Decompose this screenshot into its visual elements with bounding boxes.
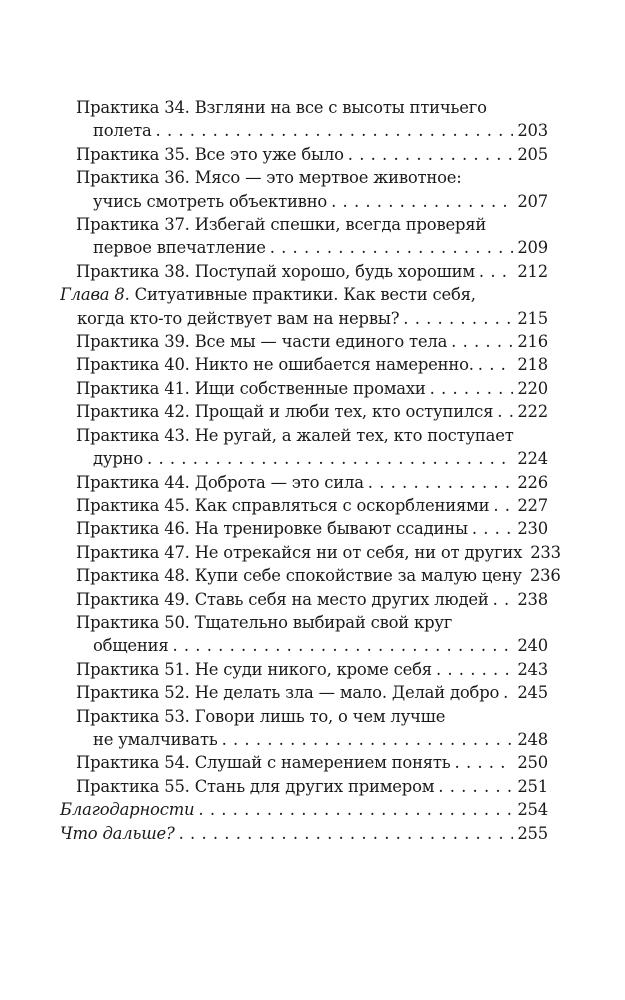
toc-entry-last-line [76,564,561,587]
page-number: 215 [517,308,548,328]
toc-entry-text: Практика 47. Не отрекайся ни от себя, ни от других [76,542,523,562]
dot-leader [270,236,514,259]
toc-entry-title [93,447,143,470]
toc-entry-title [76,494,489,517]
toc-entry-text: Практика 46. На тренировке бывают ссадины [76,519,468,539]
toc-entry-last-line [60,307,548,330]
toc-entry-text: Практика 53. Говори лишь то, о чем лучше [76,706,446,726]
toc-entry-title [93,634,168,657]
dot-leader [368,471,514,494]
toc-entry-title [76,330,447,353]
toc-entry-text: Практика 54. Слушай с намерением понять [76,753,451,773]
toc-entry[interactable] [76,658,548,681]
toc-entry-last-line [76,377,548,400]
page-number: 243 [517,659,548,679]
toc-entry-last-line [76,236,548,259]
toc-entry-text: Благодарности [60,800,195,820]
toc-entry-line [76,611,548,634]
dot-leader [147,447,513,470]
toc-entry-text: учись смотреть объективно [93,191,328,211]
toc-entry[interactable] [76,541,561,564]
toc-entry-text: Что дальше? [60,823,175,843]
toc-entry-text: дурно [93,449,144,469]
toc-entry-title [60,822,175,845]
dot-leader [455,751,514,774]
toc-entry-last-line [76,588,548,611]
toc-entry-text: Практика 37. Избегай спешки, всегда проверяй [76,215,487,235]
dot-leader [222,728,514,751]
toc-entry-text: не умалчивать [93,729,218,749]
toc-entry-text: Практика 41. Ищи собственные промахи [76,378,426,398]
toc-entry-last-line [76,400,548,423]
toc-entry-title [60,798,194,821]
toc-chapter-entry[interactable] [60,822,548,845]
toc-chapter-entry[interactable] [60,283,548,330]
toc-entry[interactable] [76,143,548,166]
toc-entry-text: Практика 44. Доброта — это сила [76,472,364,492]
toc-entry-title [93,236,266,259]
toc-entry-last-line [76,330,548,353]
page-number: 226 [517,472,548,492]
toc-entry-last-line [76,517,548,540]
toc-entry-text: Практика 36. Мясо — это мертвое животное: [76,168,462,188]
toc-entry[interactable] [76,588,548,611]
toc-entry-last-line [76,751,548,774]
page-number: 250 [517,753,548,773]
toc-entry[interactable] [76,96,548,143]
dot-leader [172,634,513,657]
table-of-contents [60,96,561,845]
toc-entry-last-line [76,728,548,751]
toc-entry-title [76,426,514,445]
toc-entry-title [76,400,493,423]
toc-chapter-entry[interactable] [60,798,548,821]
page-number: 216 [517,332,548,352]
toc-entry-last-line [76,775,548,798]
dot-leader [438,775,513,798]
toc-entry[interactable] [76,705,548,752]
dot-leader [198,798,513,821]
toc-entry-title [60,285,476,304]
page-number: 224 [517,449,548,469]
toc-entry-last-line [76,634,548,657]
toc-entry-text: Практика 38. Поступай хорошо, будь хорошим [76,261,475,281]
page-number: 238 [517,589,548,609]
toc-entry[interactable] [76,400,548,423]
toc-entry-text: когда кто-то действует вам на нервы? [77,308,400,328]
toc-entry-title [76,541,522,564]
dot-leader [497,400,513,423]
toc-entry-last-line [76,190,548,213]
toc-entry[interactable] [76,471,548,494]
dot-leader [179,822,514,845]
toc-entry-title [76,260,475,283]
page-number: 254 [517,800,548,820]
page-number: 220 [517,378,548,398]
page-number: 227 [517,495,548,515]
dot-leader [331,190,513,213]
toc-entry-text: Практика 49. Ставь себя на место других людей [76,589,489,609]
chapter-label: Глава 8. [60,285,130,305]
dot-leader [493,588,514,611]
dot-leader [430,377,514,400]
page-number: 233 [530,542,561,562]
toc-entry-title [93,119,152,142]
dot-leader [493,494,513,517]
page-number: 203 [517,121,548,141]
toc-entry-text: Практика 45. Как справляться с оскорблениями [76,495,490,515]
page-number: 209 [517,238,548,258]
toc-entry-line [60,283,548,306]
page-number: 240 [517,636,548,656]
toc-entry-last-line [76,471,548,494]
toc-entry[interactable] [76,213,548,260]
toc-entry-last-line [76,353,548,376]
page-number: 255 [517,823,548,843]
page-number: 218 [517,355,548,375]
toc-entry[interactable] [76,611,548,658]
toc-entry-line [76,213,548,236]
toc-entry-last-line [76,143,548,166]
toc-entry[interactable] [76,166,548,213]
toc-entry-text: Практика 51. Не суди никого, кроме себя [76,659,432,679]
page-number: 212 [517,261,548,281]
toc-entry[interactable] [76,751,548,774]
dot-leader [478,353,514,376]
toc-entry[interactable] [76,353,548,376]
toc-entry-title [76,168,462,187]
toc-entry-last-line [76,119,548,142]
toc-entry-text: Практика 50. Тщательно выбирай свой круг [76,612,453,632]
toc-entry[interactable] [76,775,548,798]
toc-entry-text: Практика 35. Все это уже было [76,144,344,164]
page-number: 222 [517,402,548,422]
toc-entry-title [76,707,445,726]
toc-entry[interactable] [76,517,548,540]
page-number: 205 [517,144,548,164]
toc-entry-line [76,166,548,189]
toc-entry-title [76,353,474,376]
toc-entry-text: Практика 40. Никто не ошибается намеренно. [76,355,474,375]
toc-entry-text: первое впечатление [93,238,266,258]
dot-leader [503,681,513,704]
toc-entry-text: Ситуативные практики. Как вести себя, [129,285,476,305]
page-number: 251 [517,776,548,796]
toc-entry-line [76,705,548,728]
page-number: 207 [517,191,548,211]
dot-leader [156,119,514,142]
toc-entry-text: Практика 34. Взгляни на все с высоты птичьего [76,98,487,117]
toc-entry-title [93,728,218,751]
toc-entry[interactable] [76,330,548,353]
toc-entry-title [76,517,468,540]
toc-entry-last-line [76,681,548,704]
dot-leader [472,517,514,540]
toc-entry[interactable] [76,260,548,283]
toc-entry-text: общения [93,636,169,656]
toc-entry-last-line [60,798,548,821]
toc-entry-last-line [76,541,561,564]
toc-entry-title [93,190,327,213]
toc-entry-title [76,564,522,587]
dot-leader [348,143,514,166]
toc-entry-title [76,98,487,117]
toc-entry-title [76,751,451,774]
page-number: 248 [517,729,548,749]
dot-leader [436,658,513,681]
toc-entry-text: Практика 42. Прощай и люби тех, кто оступился [76,402,494,422]
toc-entry-last-line [76,260,548,283]
toc-entry[interactable] [76,424,548,471]
toc-entry-text: полета [93,121,152,141]
dot-leader [479,260,513,283]
toc-entry-text: Практика 48. Купи себе спокойствие за малую цену [76,566,522,586]
toc-entry[interactable] [76,564,561,587]
toc-entry[interactable] [76,377,548,400]
dot-leader [403,307,513,330]
toc-entry-title [76,588,489,611]
toc-entry-last-line [76,658,548,681]
toc-entry-line [76,96,548,119]
toc-entry-title [76,658,432,681]
toc-entry-title [77,307,399,330]
toc-entry-title [76,377,426,400]
toc-entry[interactable] [76,681,548,704]
dot-leader [451,330,513,353]
toc-entry-text: Практика 55. Стань для других примером [76,776,435,796]
toc-entry-line [76,424,548,447]
toc-entry-text: Практика 52. Не делать зла — мало. Делай добро [76,683,500,703]
toc-entry-title [76,613,452,632]
toc-entry-text: Практика 39. Все мы — части единого тела [76,332,448,352]
toc-entry-title [76,143,344,166]
toc-entry-last-line [76,447,548,470]
toc-entry-last-line [60,822,548,845]
toc-entry-title [76,471,364,494]
toc-entry-title [76,215,486,234]
toc-entry-last-line [76,494,548,517]
page-number: 230 [517,519,548,539]
page-number: 236 [529,566,561,586]
toc-entry-title [76,681,499,704]
toc-entry[interactable] [76,494,548,517]
toc-entry-title [76,775,434,798]
toc-entry-text: Практика 43. Не ругай, а жалей тех, кто поступает [76,425,514,445]
page-number: 245 [517,683,548,703]
